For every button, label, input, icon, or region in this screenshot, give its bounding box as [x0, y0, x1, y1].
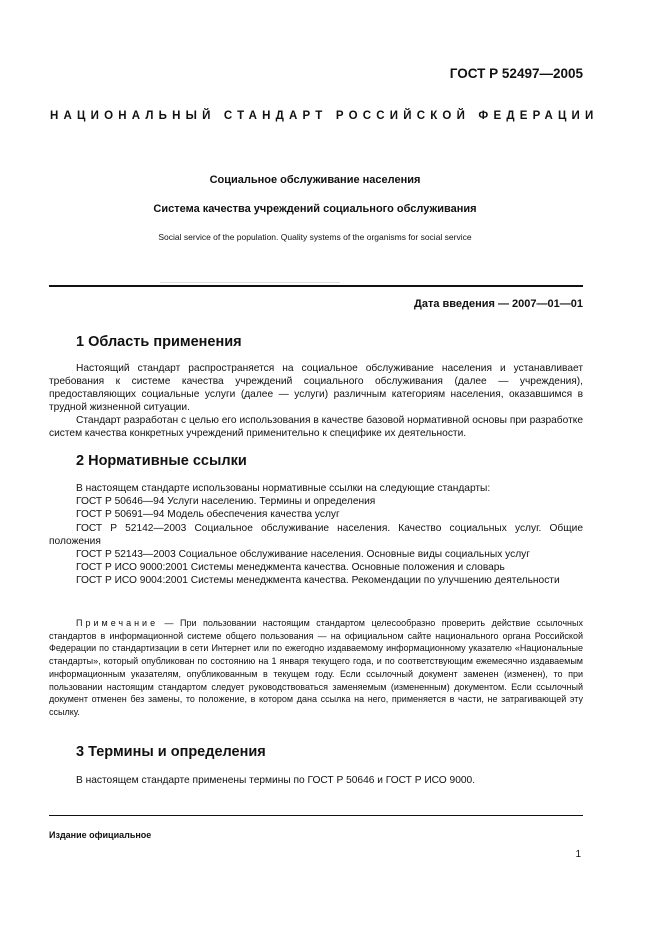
section-1-paragraph: Стандарт разработан с целью его использования в качестве базовой нормативной основы при разработке систем качества конкретных учреждений применительно к специфике их деятельности.	[49, 415, 583, 439]
section-3-heading: 3 Термины и определения	[76, 744, 266, 760]
references-intro: В настоящем стандарте использованы нормативные ссылки на следующие стандарты:	[76, 483, 491, 494]
reference-item: ГОСТ Р 50646—94 Услуги населению. Термины и определения	[76, 496, 376, 508]
reference-item: ГОСТ Р ИСО 9000:2001 Системы менеджмента качества. Основные положения и словарь	[76, 562, 505, 574]
national-standard-banner: НАЦИОНАЛЬНЫЙ СТАНДАРТ РОССИЙСКОЙ ФЕДЕРАЦИИ	[50, 110, 599, 122]
header-rule	[49, 285, 583, 287]
section-1-body	[49, 362, 583, 440]
note-label: Примечание	[76, 618, 159, 628]
section-2-heading: 2 Нормативные ссылки	[76, 453, 247, 469]
page-number: 1	[575, 849, 581, 860]
english-title: Social service of the population. Quality systems of the organisms for social service	[158, 232, 472, 242]
section-1-paragraph: Настоящий стандарт распространяется на социальное обслуживание населения и устанавливает требования к системе качества учреждений социального обслуживания (далее — учреждения), предоставляющих социальные услуги (далее — услуги) различным категориям населения, оказавшимся в трудной жизненной ситуации.	[49, 363, 583, 413]
section-3-body	[49, 774, 583, 787]
section-1-heading: 1 Область применения	[76, 334, 242, 350]
faint-mark	[160, 282, 340, 283]
subject-title: Социальное обслуживание населения	[209, 174, 421, 186]
reference-item: ГОСТ Р 50691—94 Модель обеспечения качества услуг	[76, 509, 340, 521]
edition-label: Издание официальное	[49, 830, 152, 840]
reference-item: ГОСТ Р 52143—2003 Социальное обслуживание населения. Основные виды социальных услуг	[76, 549, 530, 561]
introduction-date: Дата введения — 2007—01—01	[414, 298, 583, 310]
reference-item: ГОСТ Р ИСО 9004:2001 Системы менеджмента качества. Рекомендации по улучшению деятельности	[76, 575, 560, 587]
section-3-paragraph: В настоящем стандарте применены термины по ГОСТ Р 50646 и ГОСТ Р ИСО 9000.	[76, 775, 476, 786]
normative-references	[49, 482, 583, 588]
main-title: Система качества учреждений социального обслуживания	[153, 203, 477, 215]
note-block	[49, 617, 583, 719]
document-number: ГОСТ Р 52497—2005	[449, 66, 583, 81]
footer-rule	[49, 815, 583, 816]
reference-item: ГОСТ Р 52142—2003 Социальное обслуживание населения. Качество социальных услуг. Общие положения	[49, 522, 583, 547]
note-text: — При пользовании настоящим стандартом целесообразно проверить действие ссылочных стандартов в информационной системе общего пользования — на официальном сайте национального органа Российской Федерации по стандартизации в сети Интернет или по ежегодно издаваемому информационному указателю «Национальные стандарты», который опубликован по состоянию на 1 января текущего года, и по соответствующим ежемесячно издаваемым информационным указателям, опубликованным в текущем году. Если ссылочный документ заменен (изменен), то при пользовании настоящим стандартом следует руководствоваться заменяемым (измененным) документом. Если ссылочный документ отменен без замены, то положение, в котором дана ссылка на него, применяется в части, не затрагивающей эту ссылку.	[49, 618, 583, 717]
